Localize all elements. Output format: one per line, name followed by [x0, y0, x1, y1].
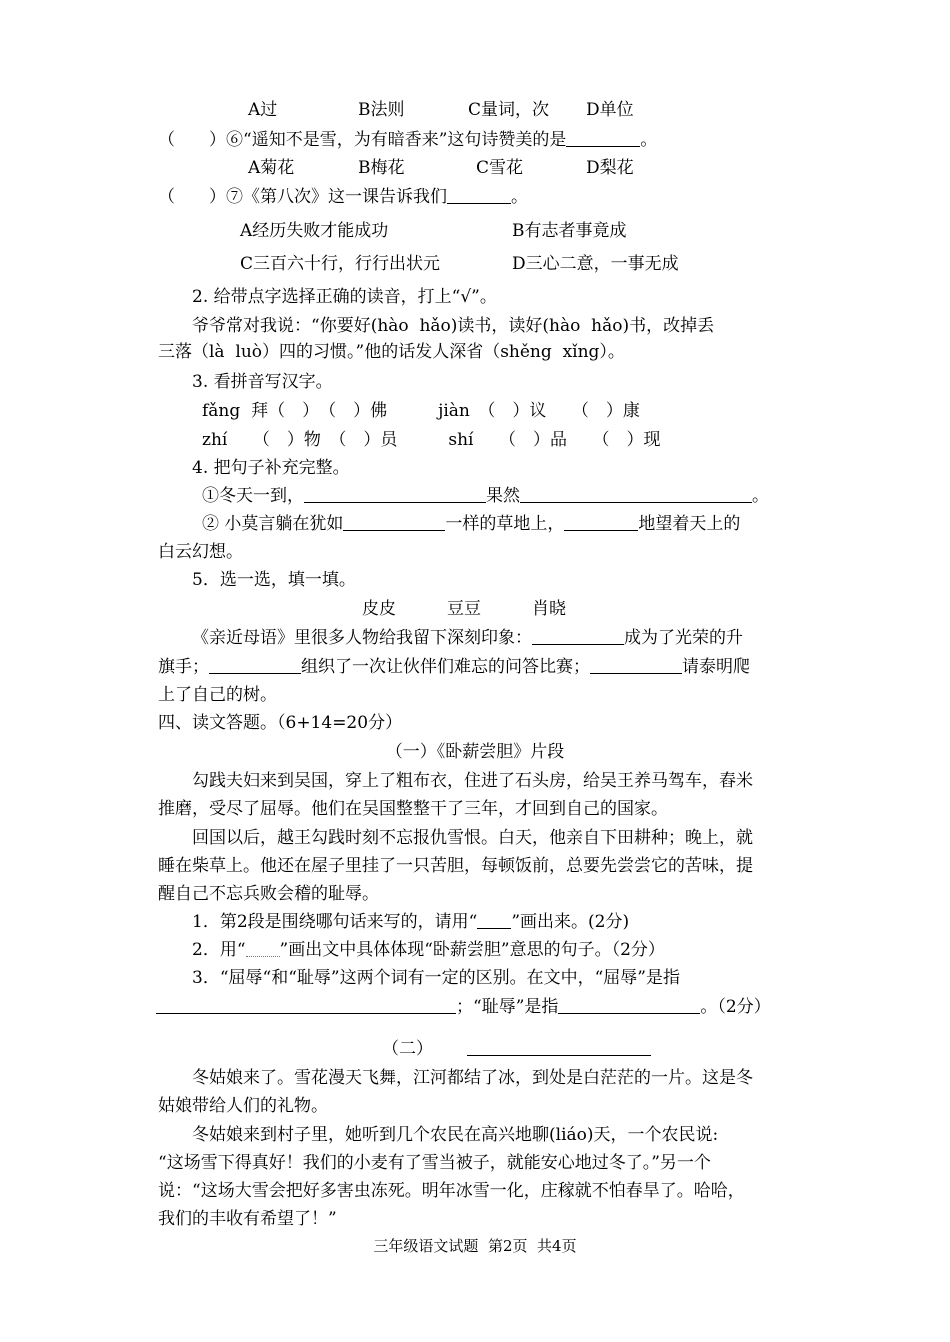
question-2-title: 2. 给带点字选择正确的读音，打上“√”。 — [192, 287, 497, 307]
q5-line1: 《亲近母语》里很多人物给我留下深刻印象： 成为了光荣的升 — [192, 628, 743, 648]
passage-4-line4: 我们的丰收有希望了！” — [158, 1209, 337, 1229]
question-4-title: 4. 把句子补充完整。 — [192, 458, 350, 478]
passage-2-line1: 回国以后，越王勾践时刻不忘报仇雪恨。白天，他亲自下田耕种；晚上，就 — [192, 828, 753, 848]
answer-blank[interactable] — [566, 129, 640, 147]
reading-question-2: 2．用“ ”画出文中具体体现“卧薪尝胆”意思的句子。（2分） — [192, 940, 665, 960]
passage-1-line2: 推磨，受尽了屈辱。他们在吴国整整干了三年，才回到自己的国家。 — [158, 799, 668, 819]
section-4-title: 四、读文答题。（6+14=20分） — [158, 713, 403, 733]
option-d-danwei: D单位 — [586, 100, 634, 120]
answer-blank[interactable] — [564, 513, 638, 531]
answer-blank[interactable] — [304, 485, 486, 503]
passage-3-line2: 姑娘带给人们的礼物。 — [158, 1096, 328, 1116]
sentence-2: ② 小莫言躺在犹如 一样的草地上， 地望着天上的 — [202, 514, 741, 534]
answer-blank[interactable] — [532, 627, 624, 645]
option-a-juhua: A菊花 — [248, 158, 295, 178]
passage-1-line1: 勾践夫妇来到吴国，穿上了粗布衣，住进了石头房，给吴王养马驾车，舂米 — [192, 771, 753, 791]
wavy-line-sample — [246, 940, 280, 957]
q5-line3: 上了自己的树。 — [158, 685, 277, 705]
answer-blank[interactable] — [156, 996, 456, 1014]
reading-question-3-cont: ；“耻辱”是指 。（2分） — [156, 995, 771, 1019]
option-b-youzhi: B有志者事竟成 — [512, 221, 627, 241]
question-6: （ ）⑥“遥知不是雪，为有暗香来”这句诗赞美的是 。 — [158, 130, 658, 150]
passage-4-line2: “这场雪下得真好！我们的小麦有了雪当被子，就能安心地过冬了。”另一个 — [158, 1153, 711, 1173]
question-7: （ ）⑦《第八次》这一课告诉我们 。 — [158, 187, 528, 207]
option-b-faze: B法则 — [358, 100, 405, 120]
passage-3-line1: 冬姑娘来了。雪花漫天飞舞，江河都结了冰，到处是白茫茫的一片。这是冬 — [192, 1068, 753, 1088]
question-5-title: 5．选一选，填一填。 — [192, 570, 356, 590]
question-2-line1: 爷爷常对我说：“你要好(hào hǎo)读书，读好(hào hǎo)书，改掉丢 — [192, 316, 715, 336]
passage-4-line1: 冬姑娘来到村子里，她听到几个农民在高兴地聊(liáo)天，一个农民说: — [192, 1125, 719, 1145]
sentence-2-cont: 白云幻想。 — [158, 542, 243, 562]
part-1-title: （一）《卧薪尝胆》片段 — [385, 742, 565, 762]
question-2-line2: 三落（là luò）四的习惯。”他的话发人深省（shěng xǐng）。 — [158, 342, 625, 362]
option-a-guo: A过 — [248, 100, 278, 120]
answer-blank[interactable] — [343, 513, 445, 531]
passage-2-line2: 睡在柴草上。他还在屋子里挂了一只苦胆，每顿饭前，总要先尝尝它的苦味，提 — [158, 856, 753, 876]
passage-2-line3: 醒自己不忘兵败会稽的耻辱。 — [158, 884, 379, 904]
word-choices: 皮皮 豆豆 肖晓 — [362, 599, 566, 619]
option-c-xuehua: C雪花 — [476, 158, 524, 178]
reading-question-1: 1．第2段是围绕哪句话来写的，请用“ ”画出来。(2分) — [192, 912, 630, 932]
reading-question-3: 3．“屈辱“和“耻辱”这两个词有一定的区别。在文中，“屈辱”是指 — [192, 968, 680, 988]
sentence-1: ①冬天一到， 果然 。 — [202, 486, 769, 506]
answer-blank[interactable] — [590, 656, 682, 674]
option-c-sanbai: C三百六十行，行行出状元 — [240, 254, 441, 274]
question-3-title: 3. 看拼音写汉字。 — [192, 372, 333, 392]
answer-blank[interactable] — [558, 996, 700, 1014]
part-2-title: （二） — [382, 1037, 651, 1061]
page-footer: 三年级语文试题 第2页 共4页 — [373, 1237, 577, 1255]
pinyin-row-2: zhí （ ）物 （ ）员 shí （ ）品 （ ）现 — [202, 430, 661, 450]
answer-blank[interactable] — [520, 485, 752, 503]
q5-line2: 旗手； 组织了一次让伙伴们难忘的问答比赛； 请泰明爬 — [158, 657, 750, 677]
option-d-sanxin: D三心二意，一事无成 — [512, 254, 679, 274]
underline-sample — [477, 911, 511, 929]
title-blank[interactable] — [467, 1038, 651, 1056]
option-b-meihua: B梅花 — [358, 158, 405, 178]
passage-4-line3: 说：“这场大雪会把好多害虫冻死。明年冰雪一化，庄稼就不怕春旱了。哈哈， — [158, 1181, 745, 1201]
option-c-liangci: C量词，次 — [468, 100, 550, 120]
option-d-lihua: D梨花 — [586, 158, 634, 178]
pinyin-row-1: fǎng 拜（ ） （ ）佛 jiàn （ ）议 （ ）康 — [202, 401, 640, 421]
answer-blank[interactable] — [209, 656, 301, 674]
answer-blank[interactable] — [447, 186, 511, 204]
option-a-shibai: A经历失败才能成功 — [240, 221, 389, 241]
